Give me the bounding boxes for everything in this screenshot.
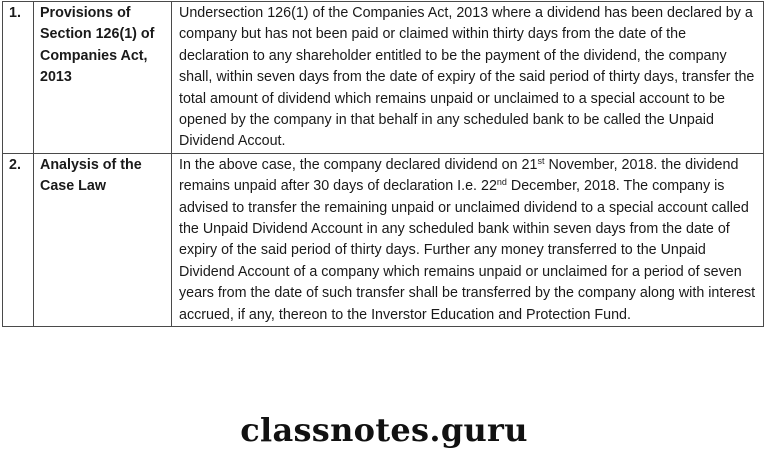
body-text-part: November, 2018. the dividend remains unpaid after 30 days of declaration I.e. 22 [179,156,739,195]
row-heading [34,2,172,154]
row-body-text: Undersection 126(1) of the Companies Act, 2013 where a dividend has been declared by a company but has not been paid or claimed within thirty days from the date of the declaration to any shareholder entitled to be the payment of the dividend, the company shall, within seven days from the date of expiry of the said period of thirty days, transfer the total amount of dividend which remains unpaid or unclaimed to a special account to be opened by the company in that behalf in any scheduled bank to be called the Unpaid Dividend Accout. [172,2,764,154]
row-number: 2. [3,153,34,326]
body-text-part: December, 2018. The company is advised to transfer the remaining unpaid or unclaimed dividend to a special account called the Unpaid Dividend Account in any scheduled bank within seven days from the date of expiry of the said period of thirty days. Further any money transferred to the Unpaid Dividend Account of a company which remains unpaid or unclaimed for a period of seven years from the date of such transfer shall be transferred by the company along with interest accrued, if any, thereon to the Inverstor Education and Protection Fund. [179,178,756,323]
heading-line: 2013 [40,69,72,86]
site-watermark: classnotes.guru [240,411,528,449]
ordinal-suffix: st [537,155,545,166]
heading-line: Section 126(1) of [40,26,155,43]
row-heading [34,153,172,326]
heading-line: Companies Act, [40,47,148,64]
row-number: 1. [3,2,34,154]
ordinal-suffix: nd [496,177,507,188]
table-row [3,153,764,326]
heading-line: Case Law [40,178,106,195]
heading-line: Provisions of [40,5,131,21]
row-body-text [172,153,764,326]
case-law-table [2,1,764,327]
heading-line: Analysis of the [40,156,142,173]
body-text-part: In the above case, the company declared dividend on 21 [179,156,538,173]
table-row [3,2,764,154]
